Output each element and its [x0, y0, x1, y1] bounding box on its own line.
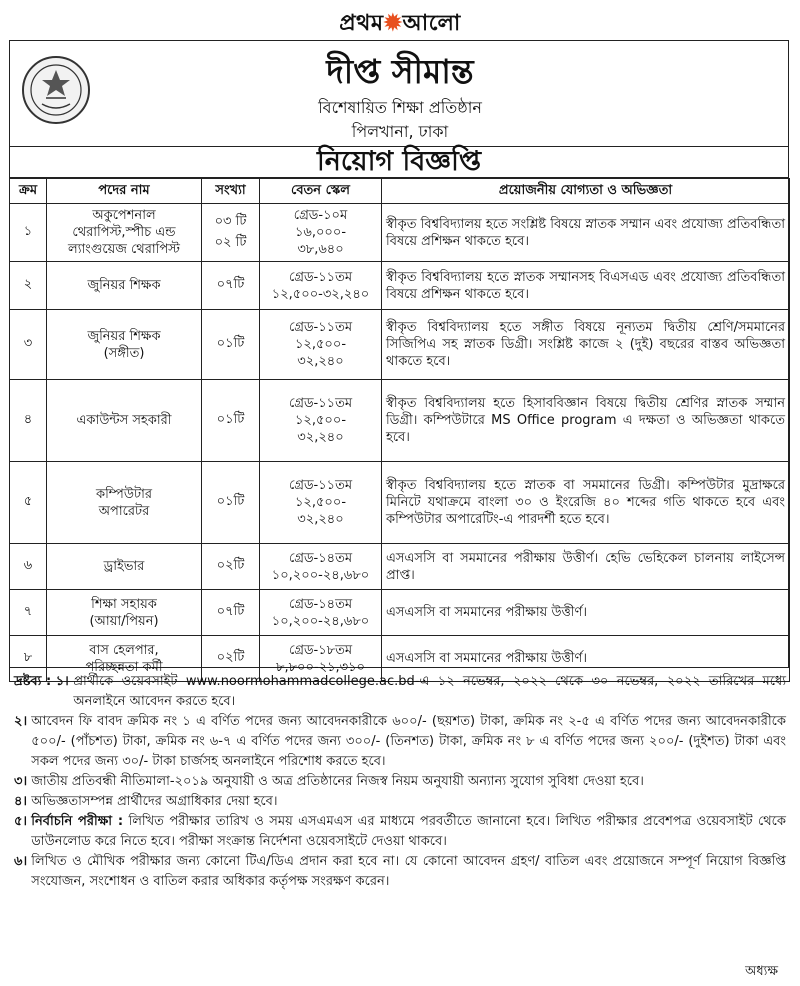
institution-type: বিশেষায়িত শিক্ষা প্রতিষ্ঠান	[318, 98, 482, 117]
row-post: জুনিয়র শিক্ষক (সঙ্গীত)	[47, 310, 202, 380]
row-pay-scale: গ্রেড-১১তম ১২,৫০০- ৩২,২৪০	[260, 462, 382, 544]
note-text: আবেদন ফি বাবদ ক্রমিক নং ১ এ বর্ণিত পদের জন্য আবেদনকারীকে ৬০০/- (ছয়শত) টাকা, ক্রমিক নং ২-৫ এ বর্ণিত পদের জন্য আবেদনকারীকে ৫০০/- (পাঁচশত) টাকা, ক্রমিক নং ৬-৭ এ বর্ণিত পদের জন্য ৩০০/- (তিনশত) টাকা, ক্রমিক নং ৮ এ বর্ণিত পদের জন্য ২০০/- (দুইশত) টাকা এবং সকল পদের জন্য ৩০/- টাকা চার্জসহ অনলাইনে পরিশোধ করতে হবে।	[31, 714, 786, 769]
row-serial: ৮	[10, 636, 47, 682]
notice-title: নিয়োগ বিজ্ঞপ্তি	[316, 146, 482, 177]
row-serial: ৪	[10, 380, 47, 462]
newspaper-logo	[339, 6, 461, 43]
row-serial: ৩	[10, 310, 47, 380]
table-row	[10, 462, 790, 544]
row-qualification: স্বীকৃত বিশ্ববিদ্যালয় হতে সঙ্গীত বিষয়ে নূন্যতম দ্বিতীয় শ্রেণি/সমমানের সিজিপিএ সহ স্নাতক ডিগ্রী। সংশ্লিষ্ট কাজে ২ (দুই) বছরের বাস্তব অভিজ্ঞতা থাকতে হবে।	[382, 310, 790, 380]
note-text: লিখিত ও মৌখিক পরীক্ষার জন্য কোনো টিএ/ডিএ প্রদান করা হবে না। যে কোনো আবেদন গ্রহণ/ বাতিল এবং প্রয়োজনে সম্পূর্ণ নিয়োগ বিজ্ঞপ্তি সংযোজন, সংশোধন ও বাতিল করার অধিকার কর্তৃপক্ষ সংরক্ষণ করেন।	[31, 854, 786, 889]
row-post: জুনিয়র শিক্ষক	[47, 262, 202, 310]
sun-icon: ✹	[383, 10, 403, 36]
note-number: ২।	[14, 714, 28, 729]
vacancy-table	[9, 178, 790, 682]
column-header-count: সংখ্যা	[202, 179, 260, 204]
notes-heading: দ্রষ্টব্য : ১।	[14, 674, 69, 689]
row-count: ০৩ টি ০২ টি	[202, 204, 260, 262]
note-number: ৪।	[14, 794, 28, 809]
row-qualification: স্বীকৃত বিশ্ববিদ্যালয় হতে স্নাতক সম্মানসহ বিএসএড এবং প্রযোজ্য প্রতিবন্ধিতা বিষয়ে প্রশিক্ষন থাকতে হবে।	[382, 262, 790, 310]
table-header-row	[10, 179, 790, 204]
column-header-qualification: প্রয়োজনীয় যোগ্যতা ও অভিজ্ঞতা	[382, 179, 790, 204]
row-pay-scale: গ্রেড-১৪তম ১০,২০০-২৪,৬৮০	[260, 590, 382, 636]
institution-name: দীপ্ত সীমান্ত	[326, 52, 474, 91]
note-item	[14, 792, 786, 812]
newspaper-name-part1: প্রথম	[339, 10, 384, 36]
note-text: অভিজ্ঞতাসম্পন্ন প্রার্থীদের অগ্রাধিকার দেয়া হবে।	[31, 794, 278, 809]
row-qualification: এসএসসি বা সমমানের পরীক্ষায় উত্তীর্ণ। হেভি ভেহিকেল চালনায় লাইসেন্স প্রাপ্ত।	[382, 544, 790, 590]
newspaper-name-part2: আলো	[402, 10, 461, 36]
row-qualification: এসএসসি বা সমমানের পরীক্ষায় উত্তীর্ণ।	[382, 636, 790, 682]
note-number: ৫।	[14, 814, 28, 829]
row-pay-scale: গ্রেড-১৪তম ১০,২০০-২৪,৬৮০	[260, 544, 382, 590]
row-count: ০১টি	[202, 462, 260, 544]
table-row	[10, 544, 790, 590]
note-item	[14, 712, 786, 772]
institution-location: পিলখানা, ঢাকা	[351, 122, 449, 141]
note-body: লিখিত পরীক্ষার তারিখ ও সময় এসএমএস এর মাধ্যমে পরবর্তীতে জানানো হবে। লিখিত পরীক্ষার প্রবেশপত্র ওয়েবসাইট থেকে ডাউনলোড করে নিতে হবে। পরীক্ষা সংক্রান্ত নির্দেশনা ওয়েবসাইটে দেওয়া থাকবে।	[31, 814, 787, 849]
row-serial: ১	[10, 204, 47, 262]
row-pay-scale: গ্রেড-১৮তম ৮,৮০০-২১,৩১০	[260, 636, 382, 682]
note-item	[14, 772, 786, 792]
column-header-post: পদের নাম	[47, 179, 202, 204]
row-serial: ৭	[10, 590, 47, 636]
row-serial: ২	[10, 262, 47, 310]
newspaper-masthead	[0, 0, 800, 38]
row-qualification: স্বীকৃত বিশ্ববিদ্যালয় হতে হিসাববিজ্ঞান বিষয়ে দ্বিতীয় শ্রেণির স্নাতক সম্মান ডিগ্রী। কম্পিউটারে MS Office program এ দক্ষতা ও অভিজ্ঞতা থাকতে হবে।	[382, 380, 790, 462]
table-row	[10, 380, 790, 462]
row-qualification: স্বীকৃত বিশ্ববিদ্যালয় হতে সংশ্লিষ্ট বিষয়ে স্নাতক সম্মান এবং প্রযোজ্য প্রতিবন্ধিতা বিষয়ে প্রশিক্ষন থাকতে হবে।	[382, 204, 790, 262]
column-header-pay-scale: বেতন স্কেল	[260, 179, 382, 204]
row-count: ০২টি	[202, 544, 260, 590]
row-post: কম্পিউটার অপারেটর	[47, 462, 202, 544]
row-count: ০১টি	[202, 380, 260, 462]
notes-section	[14, 672, 786, 892]
column-header-serial: ক্রম	[10, 179, 47, 204]
note-text	[31, 812, 786, 852]
note-item	[14, 852, 786, 892]
row-pay-scale: গ্রেড-১১তম ১২,৫০০- ৩২,২৪০	[260, 310, 382, 380]
note-lead: নির্বাচনি পরীক্ষা :	[31, 814, 124, 829]
note-item	[14, 672, 786, 712]
row-post: শিক্ষা সহায়ক (আয়া/পিয়ন)	[47, 590, 202, 636]
table-row	[10, 590, 790, 636]
row-serial: ৫	[10, 462, 47, 544]
row-count: ০৭টি	[202, 590, 260, 636]
notice-title-banner	[9, 146, 789, 178]
note-number: ৩।	[14, 774, 28, 789]
row-count: ০১টি	[202, 310, 260, 380]
table-row	[10, 204, 790, 262]
row-serial: ৬	[10, 544, 47, 590]
signer-title: অধ্যক্ষ	[745, 964, 778, 979]
row-post: একাউন্টস সহকারী	[47, 380, 202, 462]
table-row	[10, 310, 790, 380]
note-number: ৬।	[14, 854, 28, 869]
note-text: প্রার্থীকে ওয়েবসাইট www.noormohammadcollege.ac.bd-এ ১২ নভেম্বর, ২০২২ থেকে ৩০ নভেম্বর, ২০২২ তারিখের মধ্যে অনলাইনে আবেদন করতে হবে।	[73, 674, 786, 709]
row-count: ০৭টি	[202, 262, 260, 310]
row-post: ড্রাইভার	[47, 544, 202, 590]
row-pay-scale: গ্রেড-১১তম ১২,৫০০- ৩২,২৪০	[260, 380, 382, 462]
row-count: ০২টি	[202, 636, 260, 682]
note-text: জাতীয় প্রতিবন্ধী নীতিমালা-২০১৯ অনুযায়ী ও অত্র প্রতিষ্ঠানের নিজস্ব নিয়ম অনুযায়ী অন্যান্য সুযোগ সুবিধা দেওয়া হবে।	[31, 774, 644, 789]
table-row	[10, 262, 790, 310]
row-post: বাস হেলপার, পরিচ্ছন্নতা কর্মী	[47, 636, 202, 682]
row-qualification: স্বীকৃত বিশ্ববিদ্যালয় হতে স্নাতক বা সমমানের ডিগ্রী। কম্পিউটার মুদ্রাক্ষরে মিনিটে যথাক্রমে বাংলা ৩০ ও ইংরেজি ৪০ শব্দের গতি থাকতে হবে এবং কম্পিউটার অপারেটিং-এ পারদর্শী হতে হবে।	[382, 462, 790, 544]
row-qualification: এসএসসি বা সমমানের পরীক্ষায় উত্তীর্ণ।	[382, 590, 790, 636]
note-item	[14, 812, 786, 852]
row-post: অকুপেশনাল থেরাপিস্ট,স্পীচ এন্ড ল্যাংগুয়েজ থেরাপিস্ট	[47, 204, 202, 262]
row-pay-scale: গ্রেড-১১তম ১২,৫০০-৩২,২৪০	[260, 262, 382, 310]
row-pay-scale: গ্রেড-১০ম ১৬,০০০- ৩৮,৬৪০	[260, 204, 382, 262]
